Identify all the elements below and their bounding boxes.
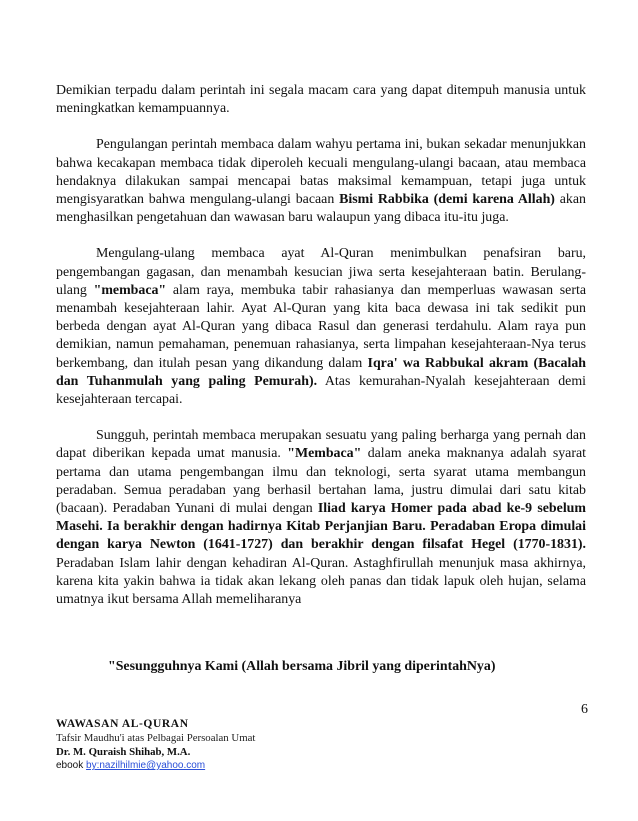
text-run: alam raya, membuka tabir rahasianya dan memperluas wawasan serta menambah kesejahteraan lahir. Ayat Al-Quran yang kita baca dewasa ini tak sedikit pun berbeda dengan ayat Al-Quran yang dibaca Rasul dan generasi terdahulu. Alam raya pun demikian, namun pemahaman, penemuan rahasianya, serta limpahan kesejahteraan-Nya terus berkembang, dan itulah pesan yang dikandung dalam: [56, 282, 586, 371]
bold-text: Bismi Rabbika (demi karena Allah): [339, 192, 555, 208]
footer: [56, 717, 255, 773]
footer-subtitle: Tafsir Maudhu'i atas Pelbagai Persoalan Umat: [56, 732, 256, 744]
footer-ebook-prefix: ebook: [56, 760, 87, 771]
text-run: Sungguh, perintah membaca merupakan sesuatu yang paling berharga yang pernah dan dapat diberikan kepada umat manusia.: [56, 428, 586, 462]
footer-author: Dr. M. Quraish Shihab, M.A.: [56, 746, 191, 758]
text-run: Pengulangan perintah membaca dalam wahyu pertama ini, bukan sekadar menunjukkan bahwa kecakapan membaca tidak diperoleh kecuali mengulang-ulangi bacaan, atau membaca hendaknya dilakukan sampai mencapai batas maksimal kemampuan, tetapi juga untuk mengisyaratkan bahwa mengulang-ulangi bacaan: [56, 137, 586, 208]
body-text: [56, 82, 586, 609]
quote-line: "Sesungguhnya Kami (Allah bersama Jibril yang diperintahNya): [108, 659, 496, 674]
text-run: akan menghasilkan pengetahuan dan wawasan baru walaupun yang dibaca itu-itu juga.: [56, 192, 586, 226]
text-run: Demikian terpadu dalam perintah ini segala macam cara yang dapat ditempuh manusia untuk meningkatkan kemampuannya.: [56, 83, 586, 117]
footer-ebook-credit: [56, 759, 255, 773]
text-run: Peradaban Islam lahir dengan kehadiran Al-Quran. Astaghfirullah menunjuk masa akhirnya, karena kita yakin bahwa ia tidak akan lekang oleh panas dan tidak lapuk oleh hujan, selama umatnya ikut bersama Allah memeliharanya: [56, 555, 586, 608]
paragraph: [56, 82, 586, 118]
footer-ebook-email-link[interactable]: by:nazilhilmie@yahoo.com: [86, 760, 206, 771]
paragraph: [56, 427, 586, 609]
text-run: dalam aneka maknanya adalah syarat pertama dan utama pengembangan ilmu dan teknologi, serta syarat utama membangun peradaban. Semua peradaban yang berhasil bertahan lama, justru dimulai dari satu kitab (bacaan). Peradaban Yunani di mulai dengan: [56, 446, 586, 517]
page-number: 6: [581, 702, 588, 717]
bold-text: Iliad karya Homer pada abad ke-9 sebelum Masehi. Ia berakhir dengan hadirnya Kitab Perjanjian Baru. Peradaban Eropa dimulai dengan karya Newton (1641-1727) dan berakhir dengan filsafat Hegel (1770-1831).: [56, 501, 586, 553]
bold-text: "membaca": [93, 282, 167, 298]
footer-book-title: WAWASAN AL-QURAN: [56, 718, 189, 730]
paragraph: [56, 136, 586, 227]
bold-text: "Membaca": [287, 446, 362, 462]
bold-text: Iqra' wa Rabbukal akram (Bacalah dan Tuhanmulah yang paling Pemurah).: [56, 355, 586, 389]
text-run: Mengulang-ulang membaca ayat Al-Quran menimbulkan penafsiran baru, pengembangan gagasan, dan menambah kesucian jiwa serta kesejahteraan batin. Berulang-ulang: [56, 246, 586, 298]
paragraph: [56, 245, 586, 409]
text-run: Atas kemurahan-Nyalah kesejahteraan demi kesejahteraan tercapai.: [56, 373, 586, 408]
